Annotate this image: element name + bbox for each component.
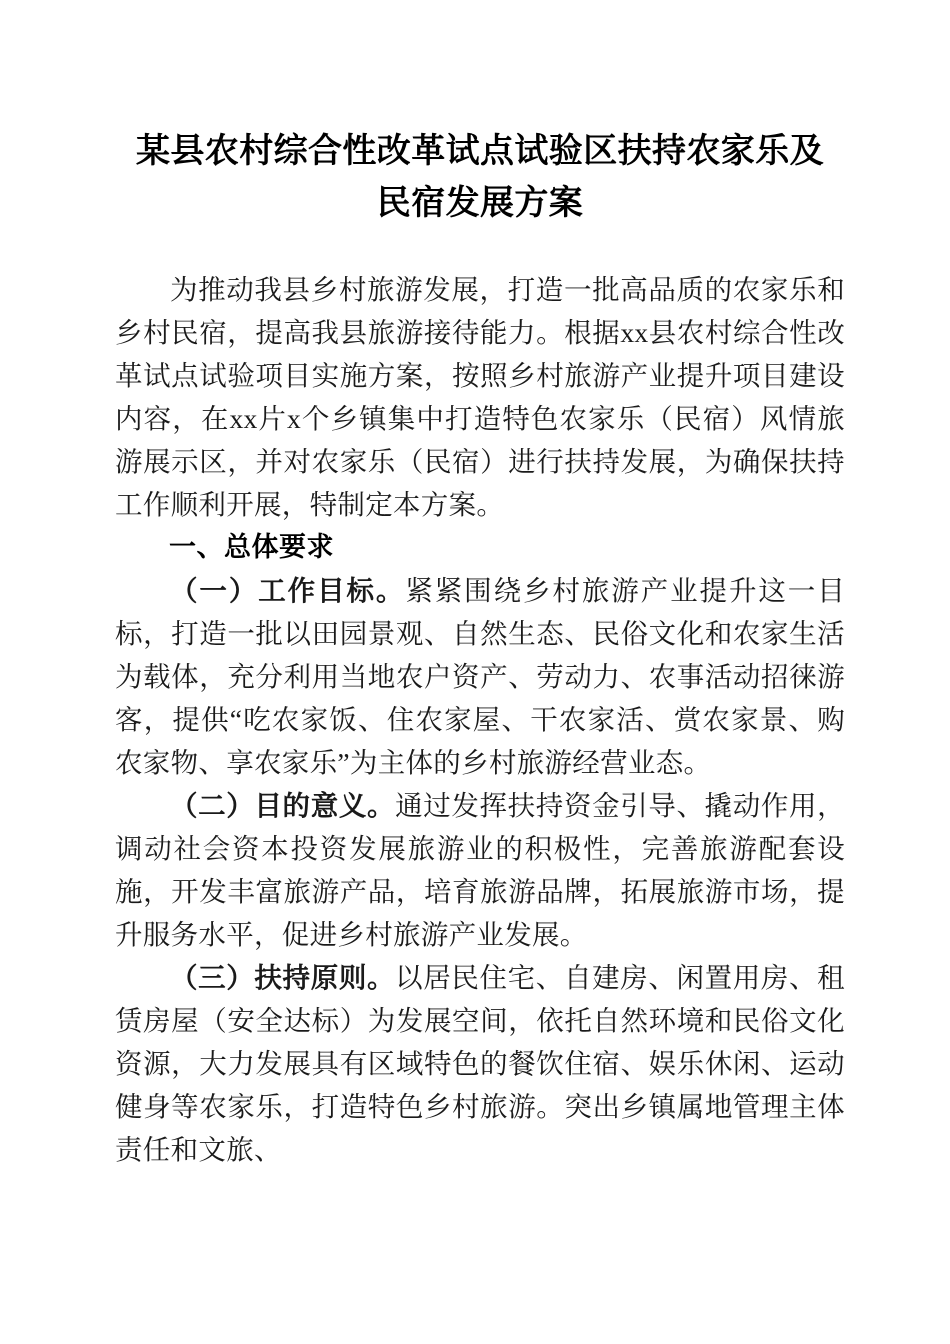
paragraph-purpose-significance (115, 784, 845, 956)
paragraph-work-objectives (115, 569, 845, 784)
document-content (115, 0, 845, 1171)
paragraph-text-purpose-significance: 通过发挥扶持资金引导、撬动作用，调动社会资本投资发展旅游业的积极性，完善旅游配套设施，开发丰富旅游产品，培育旅游品牌，拓展旅游市场，提升服务水平，促进乡村旅游产业发展。 (115, 790, 845, 950)
paragraph-lead-work-objectives: （一）工作目标。 (170, 575, 406, 606)
paragraph-support-principles (115, 956, 845, 1171)
paragraph-text-work-objectives: 紧紧围绕乡村旅游产业提升这一目标，打造一批以田园景观、自然生态、民俗文化和农家生活为载体，充分利用当地农户资产、劳动力、农事活动招徕游客，提供“吃农家饭、住农家屋、干农家活、赏农家景、购农家物、享农家乐”为主体的乡村旅游经营业态。 (115, 575, 845, 778)
page-title (115, 0, 845, 230)
paragraph-intro: 为推动我县乡村旅游发展，打造一批高品质的农家乐和乡村民宿，提高我县旅游接待能力。根据xx县农村综合性改革试点试验项目实施方案，按照乡村旅游产业提升项目建设内容，在xx片x个乡镇集中打造特色农家乐（民宿）风情旅游展示区，并对农家乐（民宿）进行扶持发展，为确保扶持工作顺利开展，特制定本方案。 (115, 274, 845, 520)
page-title-line-2: 民宿发展方案 (376, 185, 584, 222)
paragraph-lead-purpose-significance: （二）目的意义。 (170, 790, 396, 821)
page-title-line-1: 某县农村综合性改革试点试验区扶持农家乐及 (136, 133, 824, 170)
paragraph-text-support-principles: 以居民住宅、自建房、闲置用房、租赁房屋（安全达标）为发展空间，依托自然环境和民俗文化资源，大力发展具有区域特色的餐饮住宿、娱乐休闲、运动健身等农家乐，打造特色乡村旅游。突出乡镇属地管理主体责任和文旅、 (115, 962, 845, 1165)
section-heading-general-requirements: 一、总体要求 (169, 532, 334, 562)
paragraph-lead-support-principles: （三）扶持原则。 (170, 962, 396, 993)
document-body (115, 268, 845, 1171)
